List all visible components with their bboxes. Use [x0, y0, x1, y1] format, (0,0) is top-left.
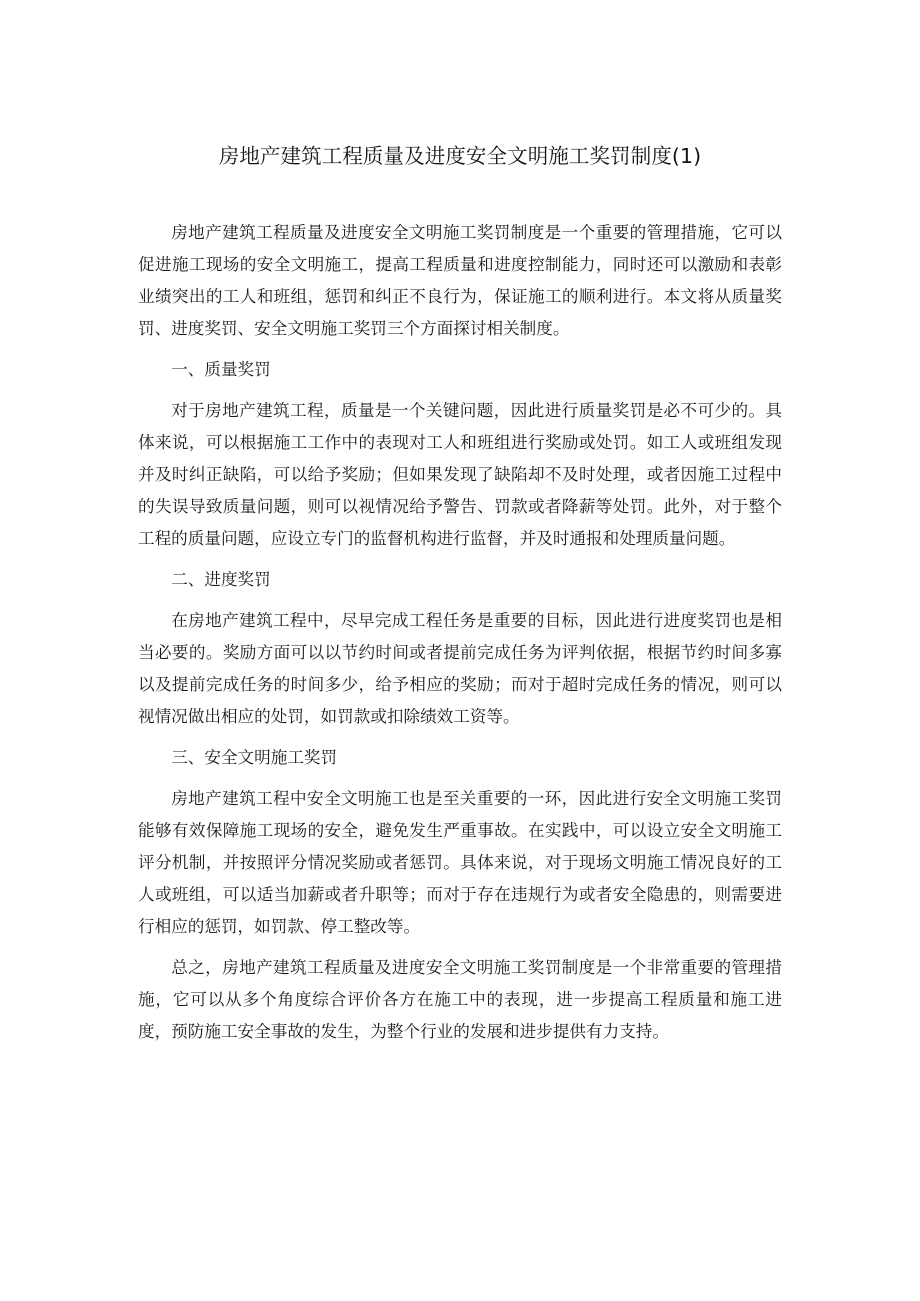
- document-body: [138, 217, 782, 1057]
- section-heading-schedule: 二、进度奖罚: [171, 570, 271, 589]
- section-body-quality: 对于房地产建筑工程，质量是一个关键问题，因此进行质量奖罚是必不可少的。具体来说，可以根据施工工作中的表现对工人和班组进行奖励或处罚。如工人或班组发现并及时纠正缺陷，可以给予奖励；但如果发现了缺陷却不及时处理，或者因施工过程中的失误导致质量问题，则可以视情况给予警告、罚款或者降薪等处罚。此外，对于整个工程的质量问题，应设立专门的监督机构进行监督，并及时通报和处理质量问题。: [138, 401, 782, 548]
- section-body-schedule: 在房地产建筑工程中，尽早完成工程任务是重要的目标，因此进行进度奖罚也是相当必要的。奖励方面可以以节约时间或者提前完成任务为评判依据，根据节约时间多寡以及提前完成任务的时间多少，给予相应的奖励；而对于超时完成任务的情况，则可以视情况做出相应的处罚，如罚款或扣除绩效工资等。: [138, 611, 782, 726]
- section-heading-quality: 一、质量奖罚: [171, 360, 271, 379]
- section-heading-safety: 三、安全文明施工奖罚: [171, 748, 338, 767]
- intro-paragraph: 房地产建筑工程质量及进度安全文明施工奖罚制度是一个重要的管理措施，它可以促进施工现场的安全文明施工，提高工程质量和进度控制能力，同时还可以激励和表彰业绩突出的工人和班组，惩罚和纠正不良行为，保证施工的顺利进行。本文将从质量奖罚、进度奖罚、安全文明施工奖罚三个方面探讨相关制度。: [138, 223, 782, 338]
- document-title: 房地产建筑工程质量及进度安全文明施工奖罚制度(1): [218, 144, 702, 168]
- section-body-safety: 房地产建筑工程中安全文明施工也是至关重要的一环，因此进行安全文明施工奖罚能够有效保障施工现场的安全，避免发生严重事故。在实践中，可以设立安全文明施工评分机制，并按照评分情况奖励或者惩罚。具体来说，对于现场文明施工情况良好的工人或班组，可以适当加薪或者升职等；而对于存在违规行为或者安全隐患的，则需要进行相应的惩罚，如罚款、停工整改等。: [138, 789, 782, 936]
- conclusion-paragraph: 总之，房地产建筑工程质量及进度安全文明施工奖罚制度是一个非常重要的管理措施，它可以从多个角度综合评价各方在施工中的表现，进一步提高工程质量和施工进度，预防施工安全事故的发生，为整个行业的发展和进步提供有力支持。: [138, 958, 782, 1041]
